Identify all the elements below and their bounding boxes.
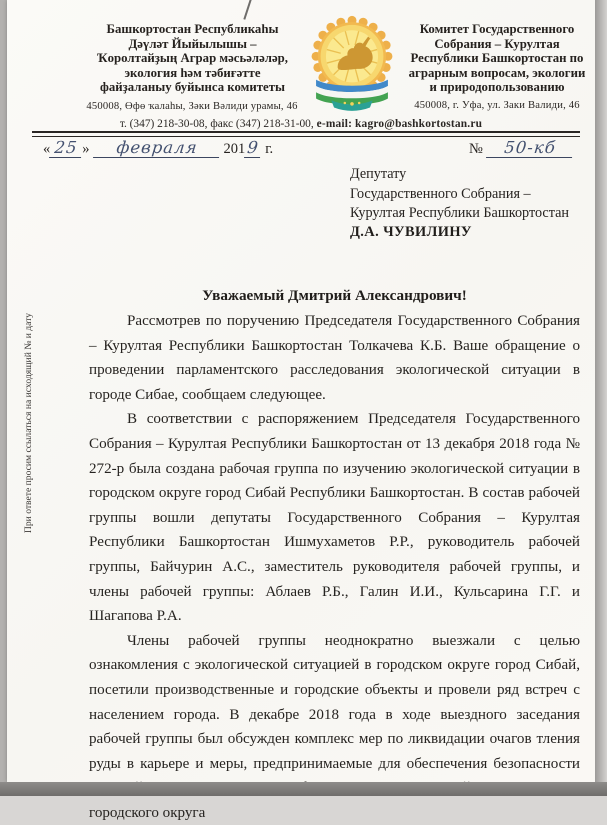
year-suffix: г. <box>265 141 274 157</box>
body-paragraph: Члены рабочей группы неоднократно выезжали с целью ознакомления с экологической ситуацией в городском округе город Сибай, посетили производственные и городские объекты и провели ряд встреч с населением города. В декабре 2018 года в ходе выездного заседания рабочей группы был обсужден комплекс мер по ликвидации очагов тления руды в карьере и меры, предпринимаемые для обеспечения безопасности городского округа <box>89 632 580 821</box>
date-day: 25 <box>49 139 83 158</box>
separator-rule <box>32 131 580 137</box>
addressee-line: Курултая Республики Башкортостан <box>350 205 569 221</box>
scan-mark <box>243 0 252 20</box>
org-line: Дәүләт Йыйылышы – <box>128 36 257 51</box>
contact-line <box>7 118 595 130</box>
org-line: Комитет Государственного <box>419 22 575 36</box>
scan-edge-right <box>595 0 607 796</box>
addressee-line: Государственного Собрания – <box>350 185 531 202</box>
letterhead-left-org <box>75 22 310 95</box>
org-line: и природопользованию <box>429 80 565 95</box>
email-value: kagro@bashkortostan.ru <box>355 118 483 130</box>
year-printed: 201 <box>223 141 246 157</box>
quote-close: » <box>82 141 90 157</box>
org-line: Башкортостан Республикаһы <box>106 22 279 36</box>
number-value: 50-кб <box>486 139 574 158</box>
org-line: Республики Башкортостан по <box>410 51 584 66</box>
number-sign: № <box>469 141 483 157</box>
bashkortostan-coat-of-arms-icon <box>307 15 397 112</box>
email-label: e-mail: <box>316 118 353 130</box>
body-paragraph: Рассмотрев по поручению Председателя Государственного Собрания – Курултая Республики Башкортостан Толкачева К.Б. Ваше обращение о проведении парламентского расследования экологической ситуации в городе Сибае, сообщаем следующее. <box>89 313 580 403</box>
margin-note: При ответе просим ссылаться на исходящий № и дату <box>23 312 34 534</box>
org-line: экология һәм тәбиғәтте <box>124 65 261 80</box>
quote-open: « <box>43 141 51 157</box>
salutation: Уважаемый Дмитрий Александрович! <box>202 287 467 304</box>
org-line: Собрания – Курултая <box>434 36 560 51</box>
phone-fax: т. (347) 218-30-08, факс (347) 218-31-00, <box>119 118 314 130</box>
doc-number <box>469 139 573 158</box>
body-paragraph: В соответствии с распоряжением Председателя Государственного Собрания – Курултая Республики Башкортостан от 13 декабря 2018 года № 272-р была создана рабочая группа по изучению экологической ситуации в городском округе город Сибай Республики Башкортостан. В состав рабочей группы вошли депутаты Государственного Собрания – Курултая Республики Башкортостан Ишмухаметов Р.Р., руководитель рабочей группы, Байчурин А.С., заместитель руководителя рабочей группы, и члены рабочей группы: Аблаев Р.Б., Галин И.И., Кульсарина Г.Г. и Шагапова Р.А. <box>89 411 580 625</box>
address-left: 450008, Өфө ҡалаһы, Зәки Вәлиди урамы, 46 <box>86 101 298 112</box>
page <box>7 0 595 821</box>
date-line <box>43 139 273 158</box>
org-line: Ҡоролтайҙың Аграр мәсьәләләр, <box>97 51 288 66</box>
letterhead-right-org <box>397 22 597 95</box>
letter-body <box>89 309 580 821</box>
org-line: аграрным вопросам, экологии <box>408 65 586 80</box>
addressee-name: Д.А. ЧУВИЛИНУ <box>350 224 472 240</box>
addressee-block <box>350 165 590 224</box>
org-line: файҙаланыу буйынса комитеты <box>100 80 285 95</box>
scan-edge-bottom <box>0 782 607 796</box>
year-digit: 9 <box>244 139 262 158</box>
date-month: февраля <box>93 139 221 158</box>
addressee-line: Депутату <box>350 166 407 182</box>
address-right: 450008, г. Уфа, ул. Заки Валиди, 46 <box>414 100 580 111</box>
